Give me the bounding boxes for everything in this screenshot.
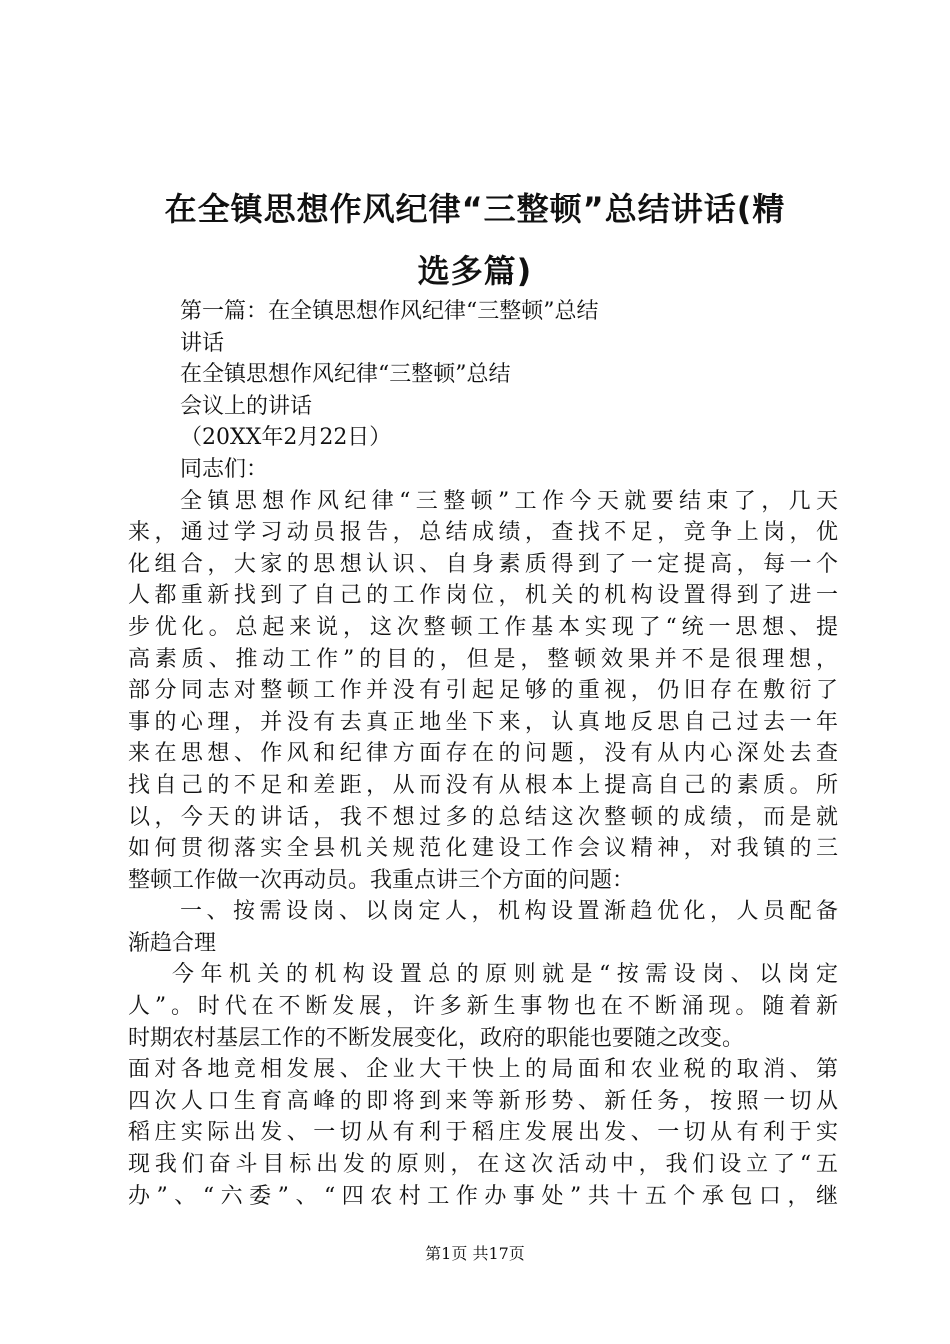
paragraph-line: 办”、“六委”、“四农村工作办事处”共十五个承包口，继 bbox=[128, 1183, 838, 1209]
paragraph-line: 全镇思想作风纪律“三整顿”工作今天就要结束了，几天 bbox=[180, 488, 838, 514]
paragraph-line: 如何贯彻落实全县机关规范化建设工作会议精神，对我镇的三 bbox=[128, 836, 838, 862]
paragraph-line: 时期农村基层工作的不断发展变化，政府的职能也要随之改变。 bbox=[128, 1025, 745, 1051]
paragraph-line: 四次人口生育高峰的即将到来等新形势、新任务，按照一切从 bbox=[128, 1088, 838, 1114]
paragraph-line: 人”。时代在不断发展，许多新生事物也在不断涌现。随着新 bbox=[128, 994, 838, 1020]
section-heading: 一、按需设岗、以岗定人，机构设置渐趋优化，人员配备 bbox=[180, 899, 838, 925]
salutation: 同志们： bbox=[180, 456, 269, 482]
document-title bbox=[110, 178, 840, 302]
paragraph-line: 步优化。总起来说，这次整顿工作基本实现了“统一思想、提 bbox=[128, 614, 838, 640]
chapter-heading-cont: 讲话 bbox=[180, 330, 225, 356]
paragraph-line: 找自己的不足和差距，从而没有从根本上提高自己的素质。所 bbox=[128, 772, 838, 798]
paragraph-line: 事的心理，并没有去真正地坐下来，认真地反思自己过去一年 bbox=[128, 709, 838, 735]
paragraph-line: 面对各地竞相发展、企业大干快上的局面和农业税的取消、第 bbox=[128, 1057, 838, 1083]
paragraph-line: 化组合，大家的思想认识、自身素质得到了一定提高，每一个 bbox=[128, 551, 838, 577]
speech-title: 在全镇思想作风纪律“三整顿”总结 bbox=[180, 362, 511, 388]
paragraph-line: 今年机关的机构设置总的原则就是“按需设岗、以岗定 bbox=[172, 962, 838, 988]
paragraph-line: 稻庄实际出发、一切从有利于稻庄发展出发、一切从有利于实 bbox=[128, 1120, 838, 1146]
paragraph-line: 整顿工作做一次再动员。我重点讲三个方面的问题： bbox=[128, 867, 635, 893]
title-line-1: 在全镇思想作风纪律“三整顿”总结讲话(精 bbox=[164, 190, 786, 228]
speech-title-cont: 会议上的讲话 bbox=[180, 393, 313, 419]
document-body bbox=[128, 296, 838, 1212]
paragraph-line: 高素质、推动工作”的目的，但是，整顿效果并不是很理想， bbox=[128, 646, 838, 672]
paragraph-line: 来在思想、作风和纪律方面存在的问题，没有从内心深处去查 bbox=[128, 741, 838, 767]
page-number: 第1页 共17页 bbox=[425, 1244, 525, 1263]
paragraph-line: 部分同志对整顿工作并没有引起足够的重视，仍旧存在敷衍了 bbox=[128, 678, 838, 704]
chapter-heading: 第一篇：在全镇思想作风纪律“三整顿”总结 bbox=[180, 299, 599, 324]
paragraph-line: 以，今天的讲话，我不想过多的总结这次整顿的成绩，而是就 bbox=[128, 804, 838, 830]
paragraph-line: 人都重新找到了自己的工作岗位，机关的机构设置得到了进一 bbox=[128, 583, 838, 609]
paragraph-line: 来，通过学习动员报告，总结成绩，查找不足，竞争上岗，优 bbox=[128, 520, 838, 546]
page-footer bbox=[0, 1243, 950, 1265]
speech-date: （20XX年2月22日） bbox=[180, 425, 392, 451]
title-line-2: 选多篇) bbox=[417, 252, 533, 290]
section-heading-cont: 渐趋合理 bbox=[128, 930, 217, 956]
paragraph-line: 现我们奋斗目标出发的原则，在这次活动中，我们设立了“五 bbox=[128, 1152, 838, 1178]
